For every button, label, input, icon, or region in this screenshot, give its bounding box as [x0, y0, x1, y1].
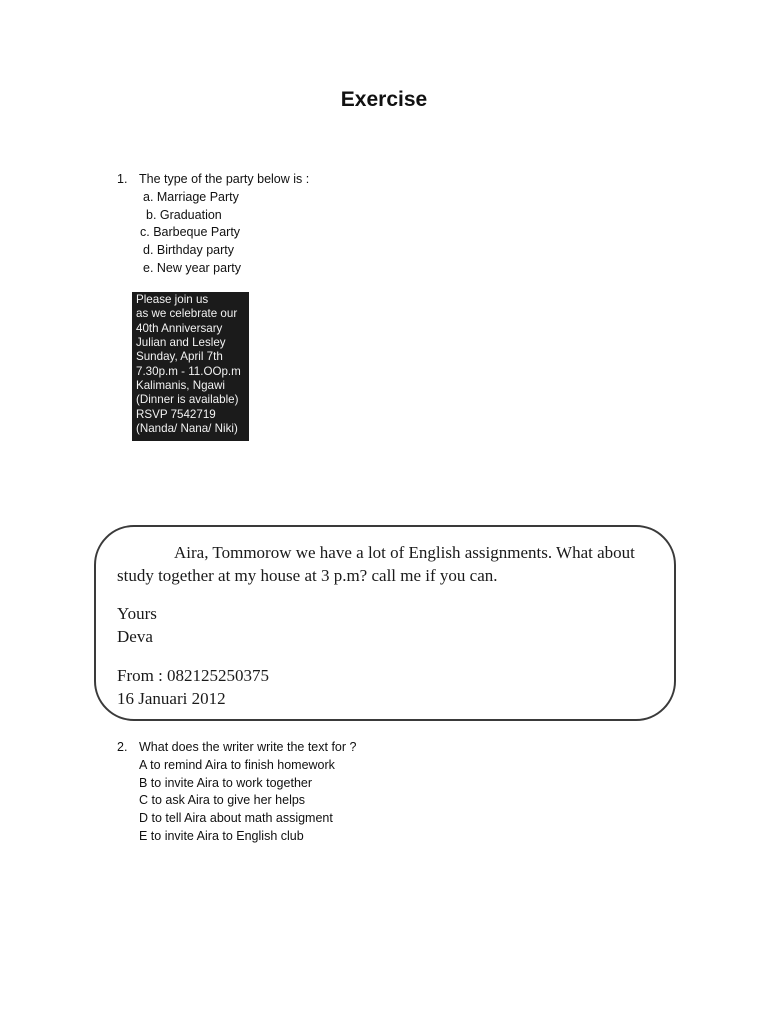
message-signature: Deva: [117, 627, 153, 646]
answer-options: [117, 189, 309, 278]
answer-options: [117, 757, 356, 846]
question-1: [117, 171, 309, 278]
message-box: [94, 525, 676, 721]
invitation-line: Julian and Lesley: [136, 336, 226, 350]
question-text: The type of the party below is :: [139, 172, 310, 186]
invitation-line: (Nanda/ Nana/ Niki): [136, 422, 238, 436]
invitation-line: RSVP 7542719: [136, 407, 216, 421]
message-closing: Yours: [117, 604, 157, 623]
invitation-card: [132, 292, 249, 441]
option-c: C to ask Aira to give her helps: [139, 793, 306, 808]
invitation-line: (Dinner is available): [136, 393, 239, 407]
question-2: [117, 739, 356, 846]
option-d: D to tell Aira about math assigment: [139, 811, 333, 826]
question-number: 2.: [117, 740, 128, 754]
invitation-line: Please join us: [136, 293, 209, 306]
invitation-line: Kalimanis, Ngawi: [136, 379, 225, 393]
option-e: e. New year party: [143, 260, 241, 275]
message-from: From : 082125250375: [117, 666, 270, 685]
option-a: a. Marriage Party: [143, 189, 239, 204]
message-date: 16 Januari 2012: [117, 689, 226, 708]
invitation-line: as we celebrate our: [136, 307, 238, 321]
page-title: Exercise: [340, 88, 428, 111]
option-b: b. Graduation: [146, 207, 222, 222]
message-sender-info: [117, 664, 269, 710]
invitation-line: Sunday, April 7th: [136, 350, 223, 364]
invitation-line: 7.30p.m - 11.OOp.m: [136, 364, 241, 378]
message-signoff: [117, 602, 157, 648]
option-e: E to invite Aira to English club: [139, 828, 304, 843]
question-text: What does the writer write the text for ?: [139, 740, 357, 754]
option-c: c. Barbeque Party: [140, 225, 241, 240]
option-a: A to remind Aira to finish homework: [139, 757, 335, 772]
invitation-line: 40th Anniversary: [136, 321, 223, 335]
option-b: B to invite Aira to work together: [139, 775, 313, 790]
message-body: Aira, Tommorow we have a lot of English assignments. What about study together at my house at 3 p.m? call me if you can.: [117, 543, 635, 585]
option-d: d. Birthday party: [143, 243, 235, 258]
question-number: 1.: [117, 172, 128, 186]
